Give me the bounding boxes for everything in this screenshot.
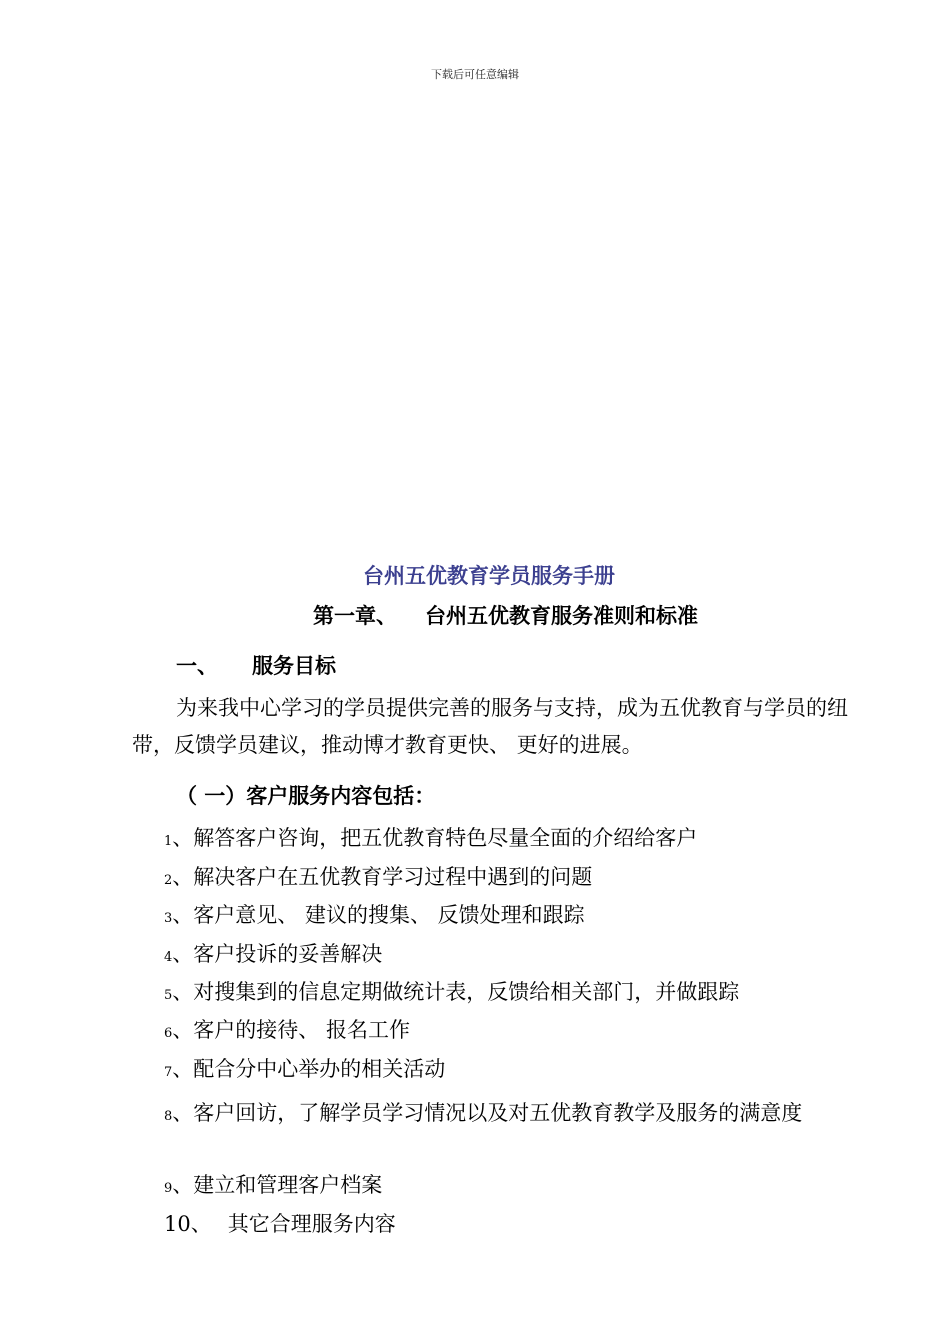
item-number: 10 (164, 1212, 191, 1236)
item-text: 对搜集到的信息定期做统计表，反馈给相关部门，并做跟踪 (193, 980, 740, 1004)
list-item (164, 1171, 382, 1203)
item-separator: 、 (172, 1101, 194, 1125)
item-text: 客户投诉的妥善解决 (193, 942, 383, 966)
item-separator: 、 (172, 865, 194, 889)
item-separator: 、 (190, 1212, 212, 1236)
item-number: 2 (164, 873, 173, 888)
list-item (164, 824, 697, 856)
list-item (164, 1055, 445, 1087)
item-separator: 、 (172, 980, 194, 1004)
item-separator: 、 (172, 826, 194, 850)
item-separator: 、 (172, 942, 194, 966)
intro-paragraph: 为来我中心学习的学员提供完善的服务与支持，成为五优教育与学员的纽带，反馈学员建议，推动博才教育更快、 更好的进展。 (132, 696, 848, 757)
section-heading (176, 650, 336, 680)
item-number: 8 (164, 1109, 173, 1124)
item-number: 5 (164, 988, 173, 1003)
section-title: 服务目标 (252, 654, 336, 678)
header-note: 下载后可任意编辑 (431, 68, 519, 81)
list-item (164, 901, 585, 933)
item-separator: 、 (172, 1173, 194, 1197)
item-separator: 、 (172, 903, 194, 927)
item-number: 3 (164, 911, 173, 926)
item-number: 9 (164, 1181, 173, 1196)
subsection-heading: （ 一）客户服务内容包括： (176, 784, 436, 808)
item-text: 解答客户咨询，把五优教育特色尽量全面的介绍给客户 (193, 826, 698, 850)
item-text: 配合分中心举办的相关活动 (193, 1057, 446, 1081)
item-number: 7 (164, 1065, 173, 1080)
list-item (132, 1094, 842, 1136)
list-item (164, 1016, 410, 1048)
item-text: 其它合理服务内容 (227, 1212, 396, 1236)
list-item (164, 978, 739, 1010)
item-text: 客户的接待、 报名工作 (193, 1018, 410, 1042)
item-text: 解决客户在五优教育学习过程中遇到的问题 (193, 865, 593, 889)
chapter-number: 第一章、 (313, 604, 397, 628)
item-number: 4 (164, 950, 173, 965)
section-number: 一、 (176, 654, 218, 678)
item-text: 建立和管理客户档案 (193, 1173, 383, 1197)
list-item (164, 940, 382, 972)
chapter-title: 台州五优教育服务准则和标准 (425, 604, 698, 628)
document-title: 台州五优教育学员服务手册 (363, 564, 615, 588)
list-item (164, 1210, 396, 1238)
item-number: 6 (164, 1026, 173, 1041)
item-separator: 、 (172, 1057, 194, 1081)
item-separator: 、 (172, 1018, 194, 1042)
item-text: 客户回访，了解学员学习情况以及对五优教育教学及服务的满意度 (193, 1101, 803, 1125)
list-item (164, 863, 592, 895)
item-number: 1 (164, 834, 173, 849)
item-text: 客户意见、 建议的搜集、 反馈处理和跟踪 (193, 903, 585, 927)
chapter-heading (313, 600, 698, 630)
